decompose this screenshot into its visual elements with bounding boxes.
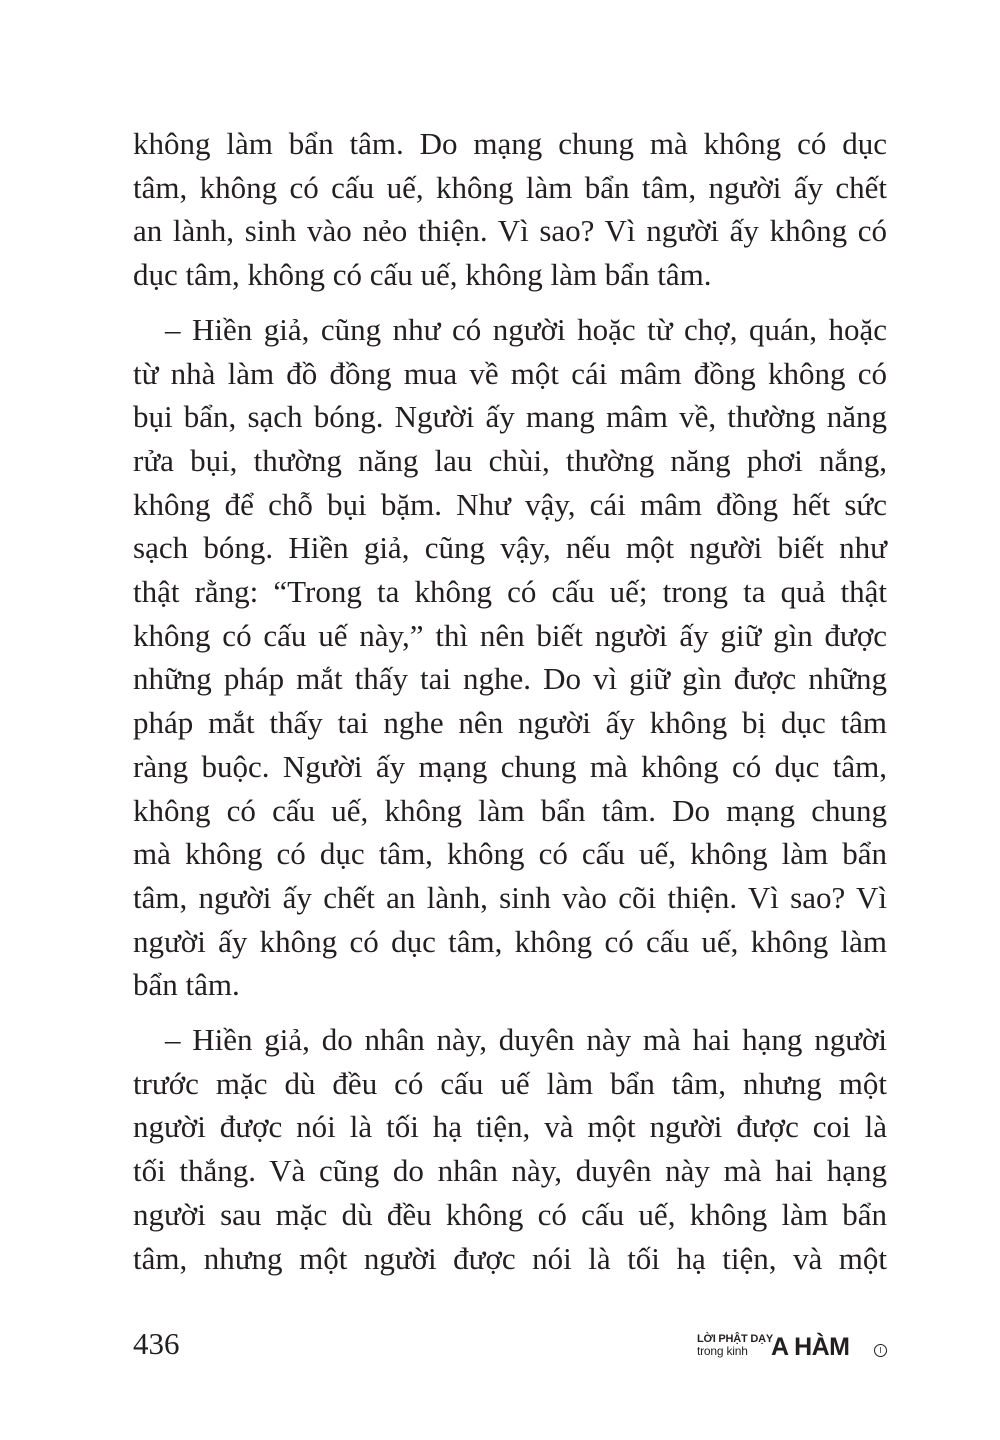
text-line: không làm bẩn tâm. Do mạng chung mà không có dục: [133, 126, 887, 161]
text-line: mà không có dục tâm, không có cấu uế, không làm bẩn: [133, 836, 887, 872]
text-line: thật rằng: “Trong ta không có cấu uế; trong ta quả thật: [133, 574, 887, 610]
text-line: tối thắng. Và cũng do nhân này, duyên này mà hai hạng: [133, 1153, 887, 1189]
text-line: sạch bóng. Hiền giả, cũng vậy, nếu một người biết như: [133, 530, 887, 566]
text-line: tâm, người ấy chết an lành, sinh vào cõi thiện. Vì sao? Vì: [133, 879, 887, 915]
text-line: người ấy không có dục tâm, không có cấu uế, không làm: [133, 923, 887, 959]
text-line: không có cấu uế, không làm bẩn tâm. Do mạng chung: [133, 792, 887, 828]
page-footer: [133, 1322, 887, 1368]
volume-badge: I: [874, 1344, 887, 1357]
book-title-logo: [697, 1330, 887, 1364]
paragraph-3: [133, 1018, 887, 1280]
text-line: từ nhà làm đồ đồng mua về một cái mâm đồng không có: [133, 355, 887, 391]
page-number: 436: [133, 1326, 180, 1361]
text-line: tâm, không có cấu uế, không làm bẩn tâm, người ấy chết: [133, 169, 887, 205]
logo-line-top: LỜI PHẬT DẠY: [697, 1333, 774, 1345]
text-line: bụi bẩn, sạch bóng. Người ấy mang mâm về, thường năng: [133, 399, 887, 435]
paragraph-2: [133, 308, 887, 1007]
text-line: người được nói là tối hạ tiện, và một người được coi là: [133, 1109, 887, 1145]
text-line: bẩn tâm.: [133, 967, 240, 1003]
text-line: tâm, nhưng một người được nói là tối hạ tiện, và một: [133, 1240, 887, 1276]
text-line: dục tâm, không có cấu uế, không làm bẩn tâm.: [133, 257, 712, 293]
logo-title: A HÀM: [771, 1333, 850, 1361]
text-line: không để chỗ bụi bặm. Như vậy, cái mâm đồng hết sức: [133, 486, 887, 522]
text-line: – Hiền giả, cũng như có người hoặc từ chợ, quán, hoặc: [165, 311, 887, 347]
text-line: rửa bụi, thường năng lau chùi, thường năng phơi nắng,: [133, 442, 887, 478]
text-line: người sau mặc dù đều không có cấu uế, không làm bẩn: [133, 1196, 887, 1232]
text-line: những pháp mắt thấy tai nghe. Do vì giữ gìn được những: [133, 661, 887, 697]
text-line: pháp mắt thấy tai nghe nên người ấy không bị dục tâm: [133, 705, 887, 741]
paragraph-1: [133, 122, 887, 297]
page-body: [133, 122, 887, 1291]
logo-line-bottom: trong kinh: [697, 1344, 748, 1358]
text-line: trước mặc dù đều có cấu uế làm bẩn tâm, nhưng một: [133, 1065, 887, 1101]
text-line: an lành, sinh vào nẻo thiện. Vì sao? Vì người ấy không có: [133, 213, 887, 249]
text-line: ràng buộc. Người ấy mạng chung mà không có dục tâm,: [133, 748, 887, 784]
text-line: – Hiền giả, do nhân này, duyên này mà hai hạng người: [165, 1022, 887, 1058]
text-line: không có cấu uế này,” thì nên biết người ấy giữ gìn được: [133, 617, 887, 653]
